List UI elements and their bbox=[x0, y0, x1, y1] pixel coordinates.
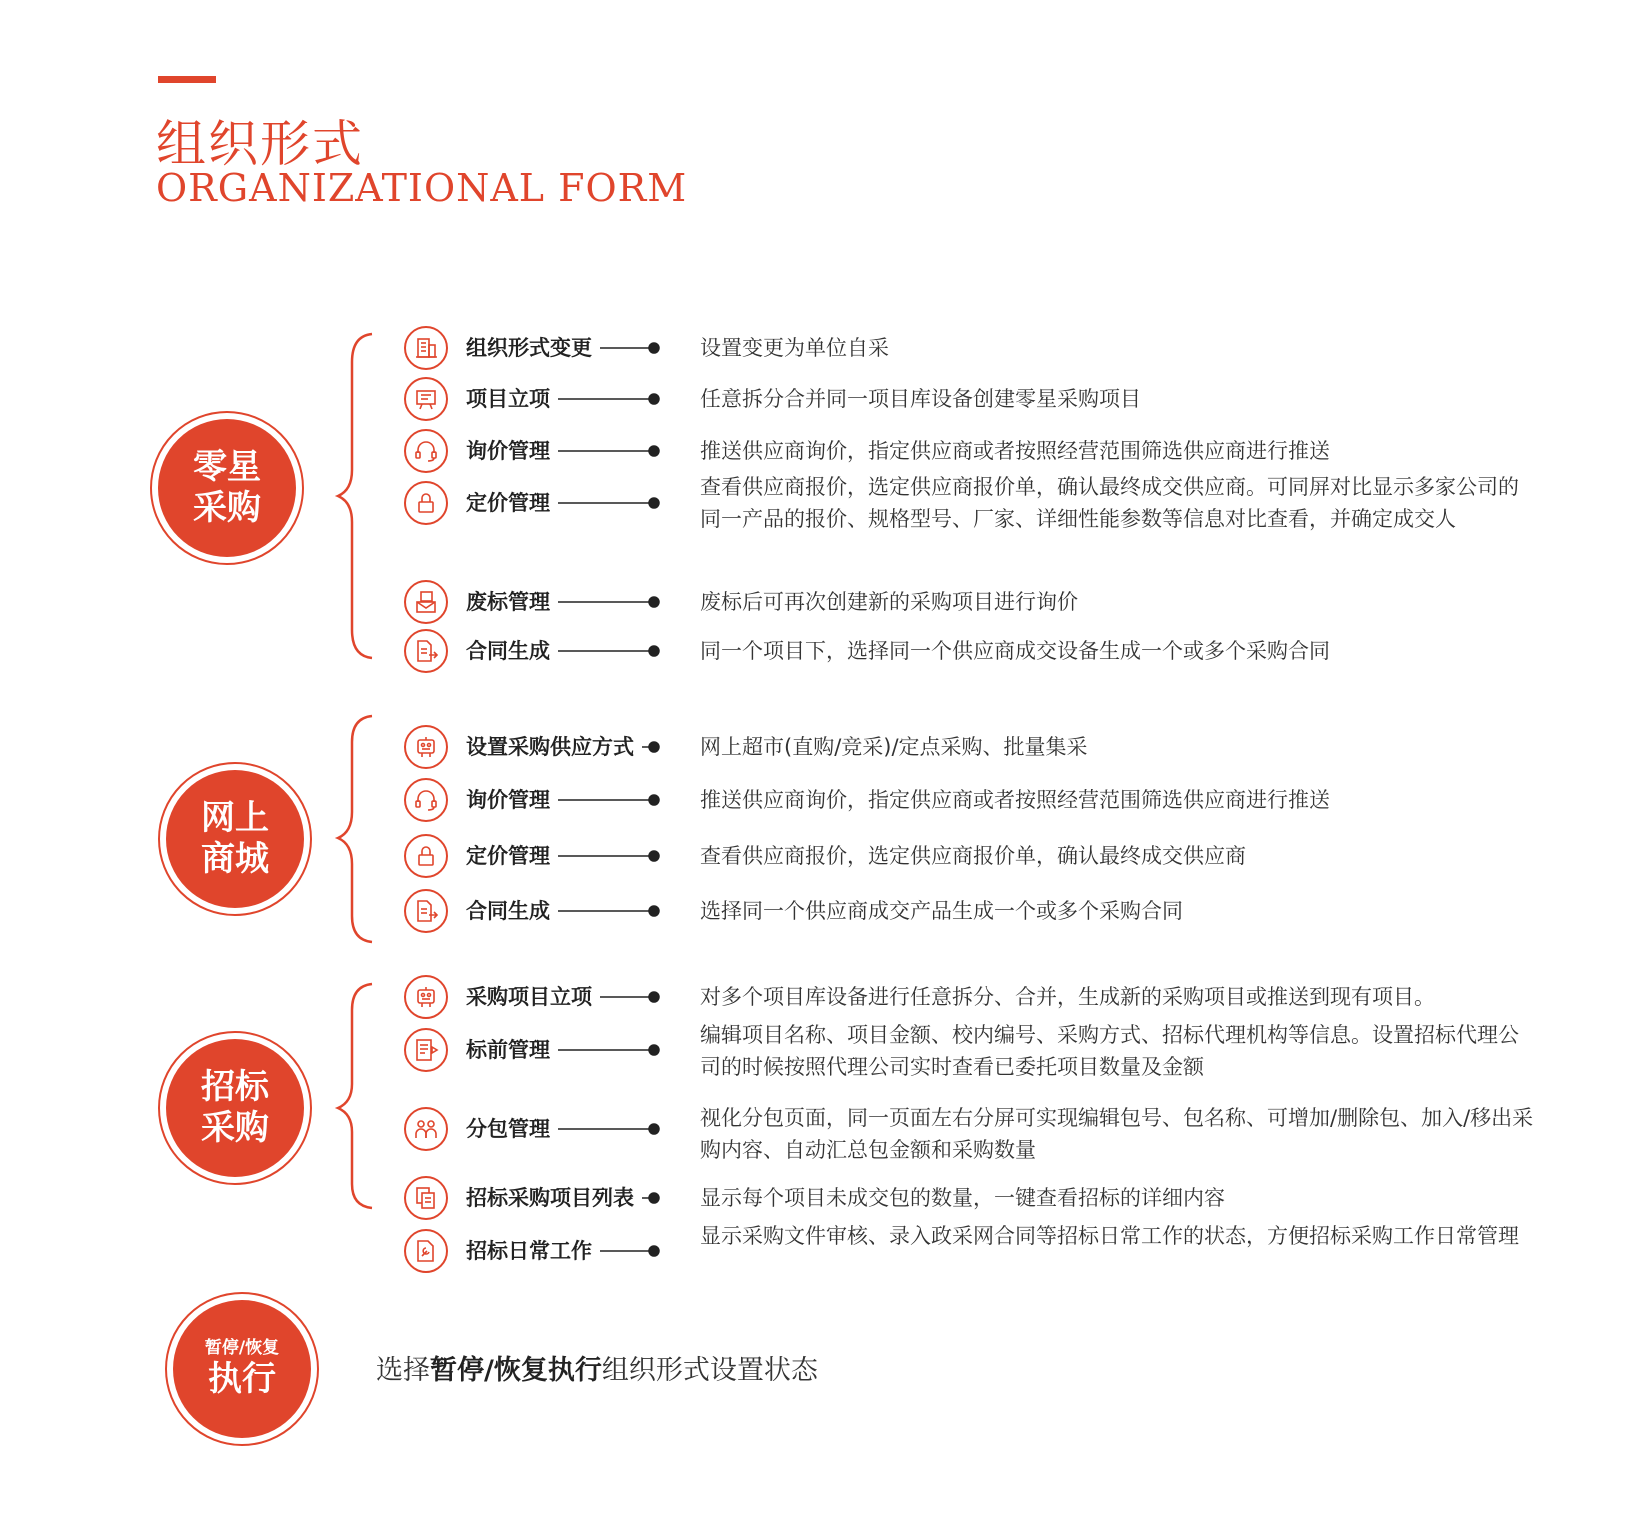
connector-dot bbox=[649, 906, 659, 916]
item-label[interactable]: 采购项目立项 bbox=[466, 985, 592, 1009]
item-label[interactable]: 招标日常工作 bbox=[466, 1239, 592, 1263]
item-label[interactable]: 组织形式变更 bbox=[466, 336, 592, 360]
robot-icon bbox=[404, 725, 448, 769]
item-label[interactable]: 项目立项 bbox=[466, 387, 550, 411]
project-board-icon bbox=[404, 377, 448, 421]
item-label[interactable]: 定价管理 bbox=[466, 491, 550, 515]
group-name-line2: 采购 bbox=[201, 1108, 269, 1148]
item-description: 设置变更为单位自采 bbox=[700, 336, 889, 360]
lock-icon bbox=[404, 481, 448, 525]
item-description: 查看供应商报价，选定供应商报价单，确认最终成交供应商 bbox=[700, 844, 1246, 868]
item-label[interactable]: 废标管理 bbox=[466, 590, 550, 614]
connector-dot bbox=[649, 742, 659, 752]
calendar-mail-icon bbox=[404, 580, 448, 624]
item-description: 编辑项目名称、项目金额、校内编号、采购方式、招标代理机构等信息。设置招标代理公司的时候按照代理公司实时查看已委托项目数量及金额 bbox=[700, 1023, 1519, 1079]
brace-group-3 bbox=[338, 984, 372, 1208]
execute-small-label: 暂停/恢复 bbox=[204, 1338, 280, 1359]
execute-text-bold: 暂停/恢复执行 bbox=[430, 1355, 602, 1386]
execute-text-after: 组织形式设置状态 bbox=[601, 1355, 818, 1386]
group-circle-zhaobiao bbox=[158, 1031, 312, 1185]
item-description: 废标后可再次创建新的采购项目进行询价 bbox=[700, 590, 1078, 614]
item-description: 网上超市(直购/竞采)/定点采购、批量集采 bbox=[700, 735, 1088, 759]
wrench-doc-icon bbox=[404, 1229, 448, 1273]
item-description: 选择同一个供应商成交产品生成一个或多个采购合同 bbox=[700, 899, 1183, 923]
item-description: 推送供应商询价，指定供应商或者按照经营范围筛选供应商进行推送 bbox=[700, 439, 1330, 463]
document-arrow-icon bbox=[404, 889, 448, 933]
connector-dot bbox=[649, 1246, 659, 1256]
item-label[interactable]: 定价管理 bbox=[466, 844, 550, 868]
connector-dot bbox=[649, 851, 659, 861]
group-name-line2: 采购 bbox=[193, 488, 261, 528]
brace-group-1 bbox=[338, 334, 372, 658]
item-description: 显示采购文件审核、录入政采网合同等招标日常工作的状态，方便招标采购工作日常管理 bbox=[700, 1224, 1519, 1248]
connector-dot bbox=[649, 394, 659, 404]
item-label[interactable]: 分包管理 bbox=[466, 1117, 550, 1141]
connector-dot bbox=[649, 498, 659, 508]
item-label[interactable]: 标前管理 bbox=[466, 1038, 550, 1062]
item-label[interactable]: 招标采购项目列表 bbox=[466, 1186, 634, 1210]
item-label[interactable]: 询价管理 bbox=[466, 788, 550, 812]
item-label[interactable]: 设置采购供应方式 bbox=[466, 735, 634, 759]
item-description: 视化分包页面，同一页面左右分屏可实现编辑包号、包名称、可增加/删除包、加入/移出采购内容、自动汇总包金额和采购数量 bbox=[700, 1106, 1534, 1162]
item-label[interactable]: 合同生成 bbox=[466, 639, 550, 663]
headset-icon bbox=[404, 778, 448, 822]
group-circle-lingxing bbox=[150, 411, 304, 565]
page-subtitle: ORGANIZATIONAL FORM bbox=[156, 166, 688, 210]
connector-dot bbox=[649, 1124, 659, 1134]
group-circle-wangshang bbox=[158, 762, 312, 916]
connector-dot bbox=[649, 597, 659, 607]
robot-icon bbox=[404, 975, 448, 1019]
connector-dot bbox=[649, 1193, 659, 1203]
item-description: 推送供应商询价，指定供应商或者按照经营范围筛选供应商进行推送 bbox=[700, 788, 1330, 812]
people-icon bbox=[404, 1107, 448, 1151]
execute-big-label: 执行 bbox=[208, 1358, 276, 1399]
item-description: 同一个项目下，选择同一个供应商成交设备生成一个或多个采购合同 bbox=[700, 639, 1330, 663]
execute-circle[interactable] bbox=[165, 1292, 319, 1446]
item-label[interactable]: 询价管理 bbox=[466, 439, 550, 463]
execute-description bbox=[376, 1348, 818, 1387]
documents-icon bbox=[404, 1176, 448, 1220]
item-description: 任意拆分合并同一项目库设备创建零星采购项目 bbox=[700, 387, 1141, 411]
building-icon bbox=[404, 326, 448, 370]
connector-dot bbox=[649, 646, 659, 656]
connector-dot bbox=[649, 446, 659, 456]
group-name-line1: 网上 bbox=[201, 798, 269, 839]
item-description: 对多个项目库设备进行任意拆分、合并，生成新的采购项目或推送到现有项目。 bbox=[700, 985, 1435, 1009]
connector-dot bbox=[649, 343, 659, 353]
connector-dot bbox=[649, 795, 659, 805]
page-title: 组织形式 bbox=[156, 115, 364, 173]
headset-icon bbox=[404, 429, 448, 473]
item-label[interactable]: 合同生成 bbox=[466, 899, 550, 923]
item-description: 查看供应商报价，选定供应商报价单，确认最终成交供应商。可同屏对比显示多家公司的同一产品的报价、规格型号、厂家、详细性能参数等信息对比查看，并确定成交人 bbox=[700, 475, 1519, 531]
document-arrow-icon bbox=[404, 629, 448, 673]
brace-group-2 bbox=[338, 716, 372, 942]
connector-dot bbox=[649, 992, 659, 1002]
lock-icon bbox=[404, 834, 448, 878]
item-description: 显示每个项目未成交包的数量，一键查看招标的详细内容 bbox=[700, 1186, 1225, 1210]
group-name-line2: 商城 bbox=[201, 839, 269, 879]
connector-dot bbox=[649, 1045, 659, 1055]
document-play-icon bbox=[404, 1028, 448, 1072]
group-name-line1: 招标 bbox=[201, 1067, 269, 1108]
group-name-line1: 零星 bbox=[193, 447, 261, 488]
execute-text-before: 选择 bbox=[376, 1355, 430, 1386]
